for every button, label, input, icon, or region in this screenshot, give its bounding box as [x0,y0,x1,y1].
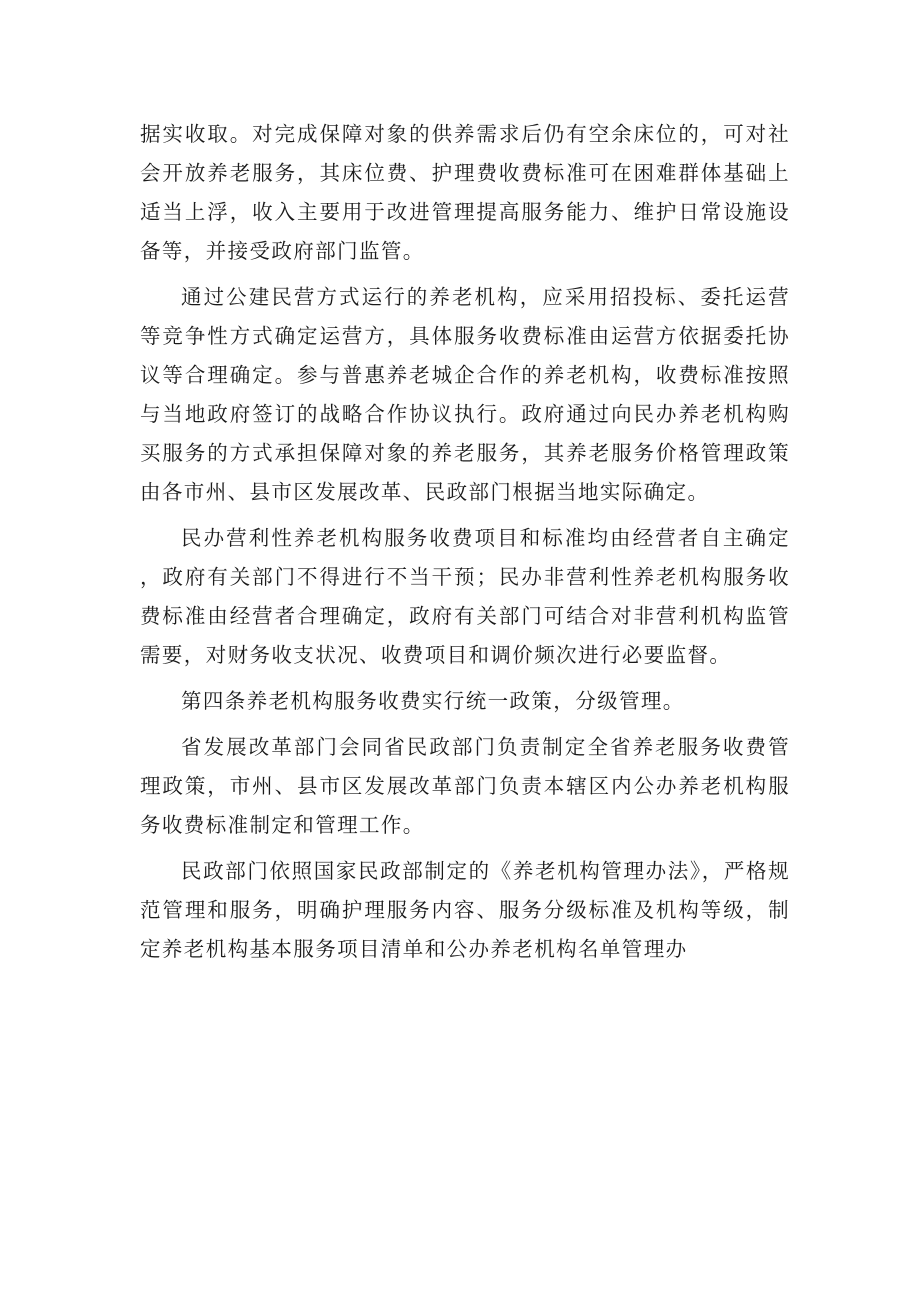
paragraph-public-built-private-run: 通过公建民营方式运行的养老机构，应采用招投标、委托运营等竞争性方式确定运营方，具体服务收费标准由运营方依据委托协议等合理确定。参与普惠养老城企合作的养老机构，收费标准按照与当地政府签订的战略合作协议执行。政府通过向民办养老机构购买服务的方式承担保障对象的养老服务，其养老服务价格管理政策由各市州、县市区发展改革、民政部门根据当地实际确定。 [140,285,790,504]
paragraph-continued: 据实收取。对完成保障对象的供养需求后仍有空余床位的，可对社会开放养老服务，其床位费、护理费收费标准可在困难群体基础上适当上浮，收入主要用于改进管理提高服务能力、维护日常设施设备等，并接受政府部门监管。 [140,122,790,263]
paragraph-provincial-policy: 省发展改革部门会同省民政部门负责制定全省养老服务收费管理政策，市州、县市区发展改革部门负责本辖区内公办养老机构服务收费标准制定和管理工作。 [140,735,790,837]
paragraph-civil-affairs: 民政部门依照国家民政部制定的《养老机构管理办法》，严格规范管理和服务，明确护理服务内容、服务分级标准及机构等级，制定养老机构基本服务项目清单和公办养老机构名单管理办 [140,859,790,961]
paragraph-private-institutions: 民办营利性养老机构服务收费项目和标准均由经营者自主确定，政府有关部门不得进行不当干预；民办非营利性养老机构服务收费标准由经营者合理确定，政府有关部门可结合对非营利机构监管需要，对财务收支状况、收费项目和调价频次进行必要监督。 [140,526,790,667]
document-body [140,115,790,976]
article-four-heading: 第四条养老机构服务收费实行统一政策，分级管理。 [181,689,685,713]
